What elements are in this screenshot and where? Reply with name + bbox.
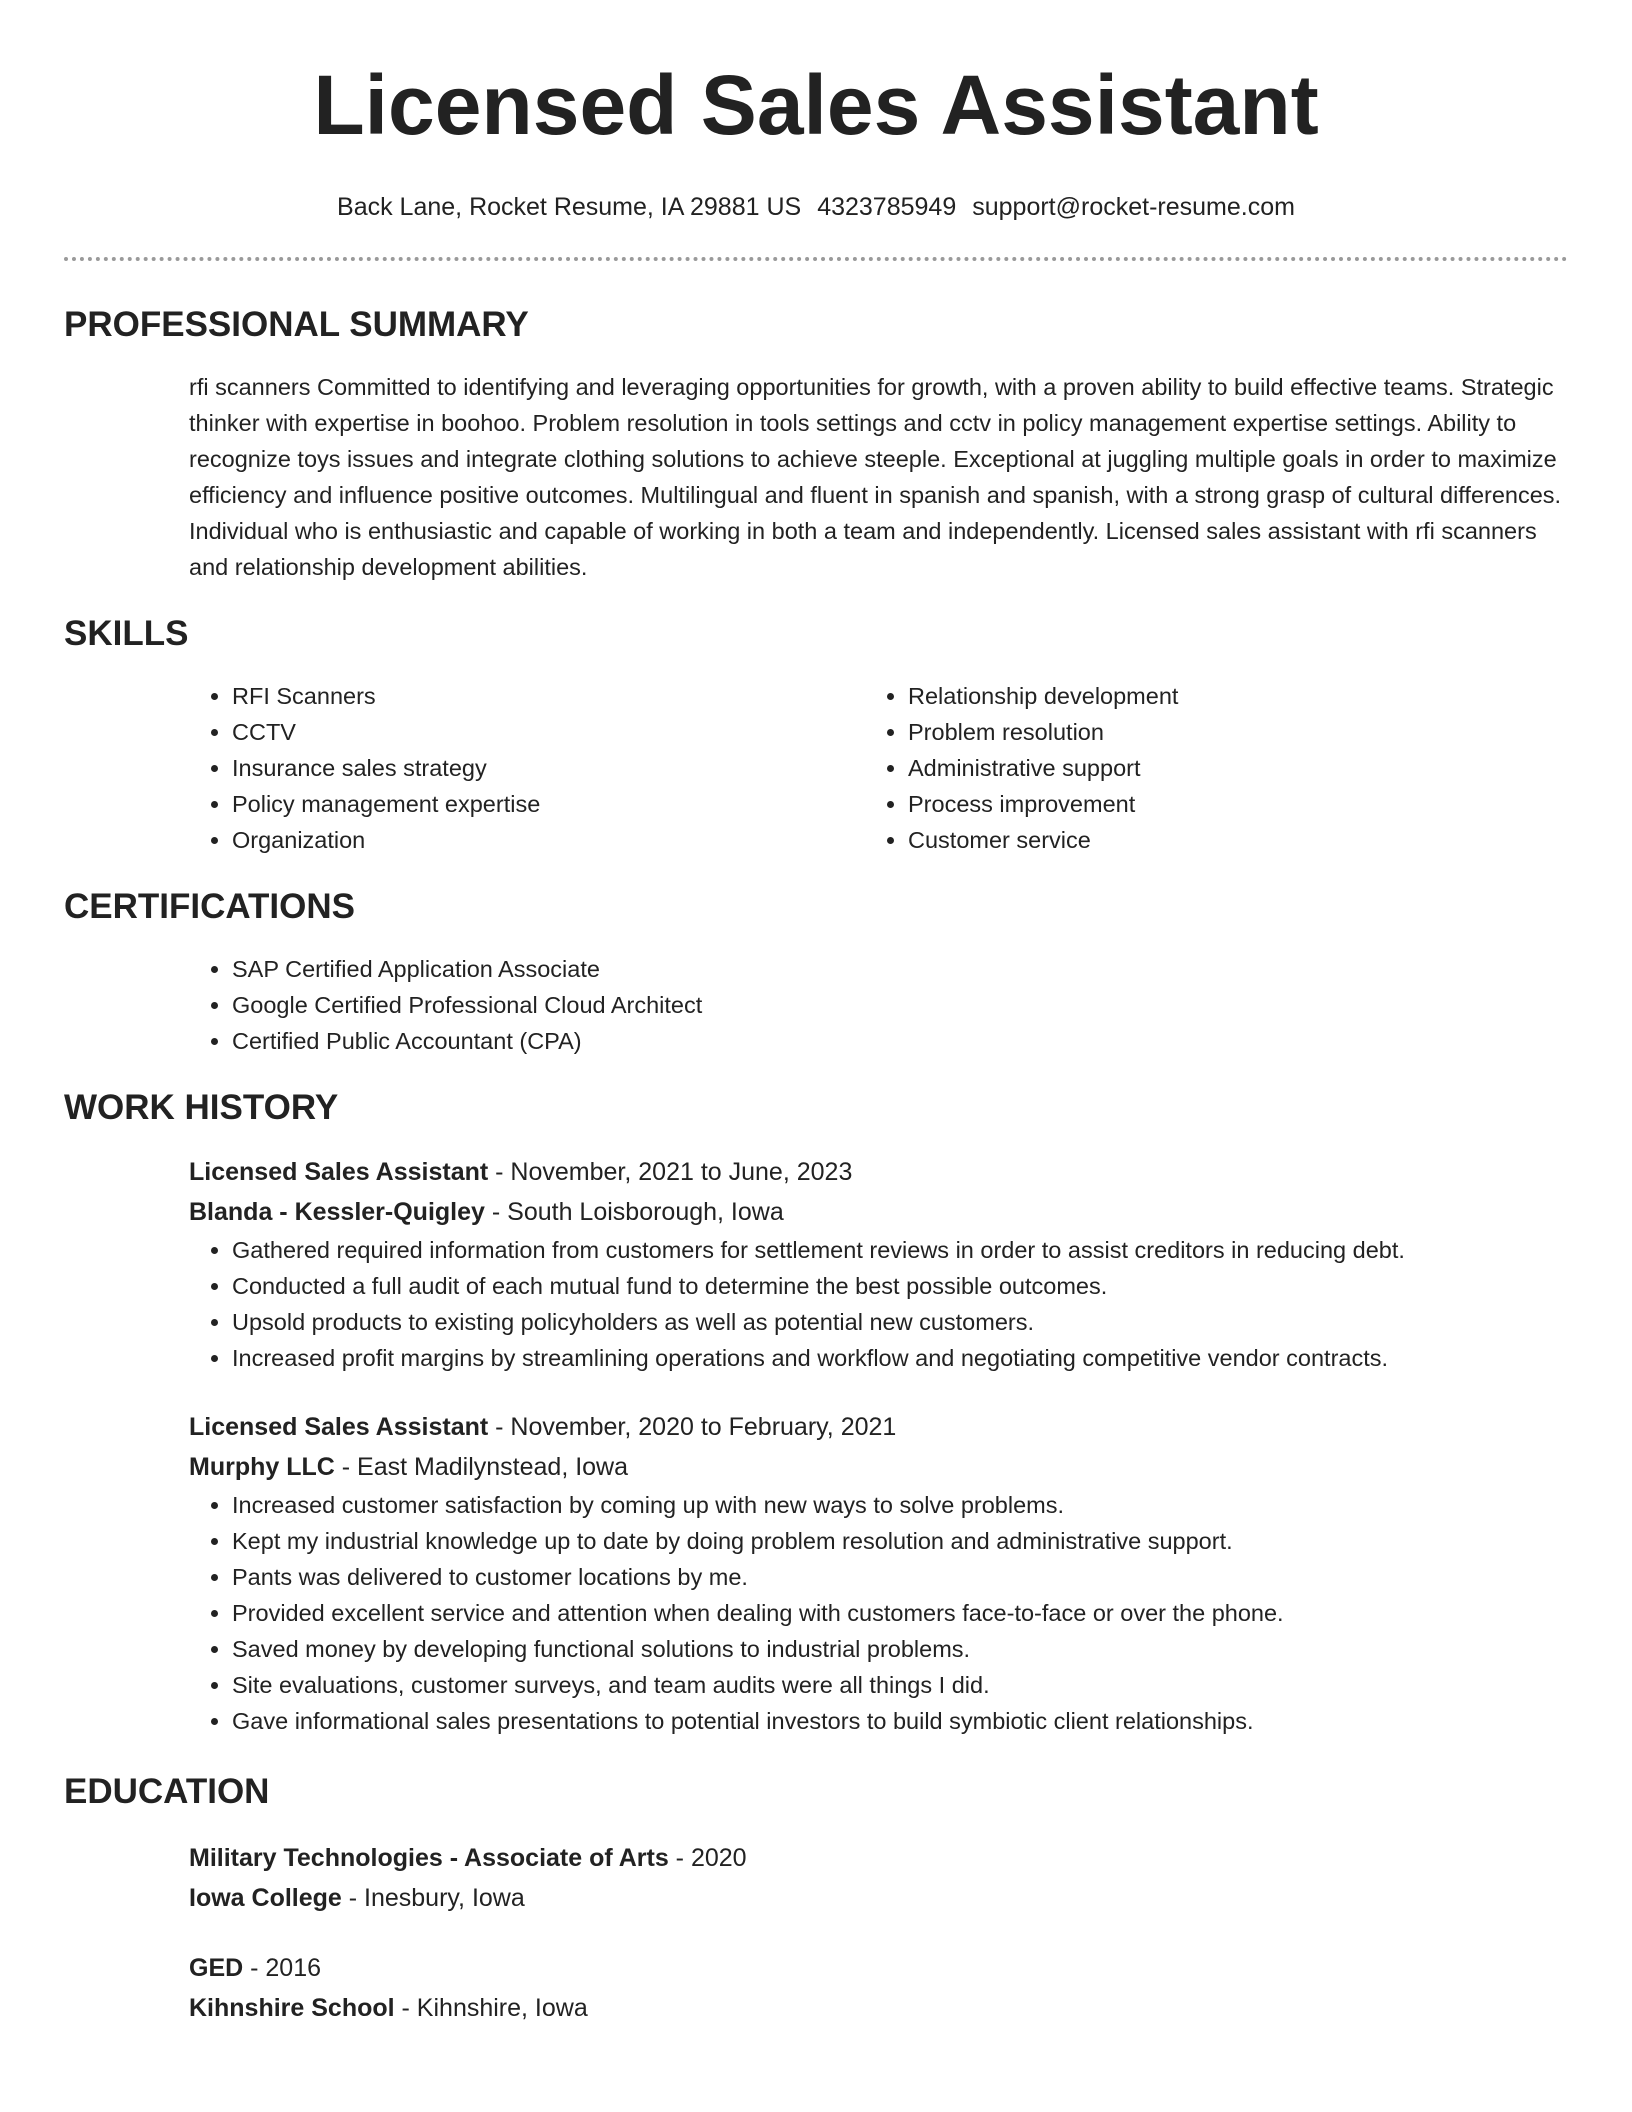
job-dates: - November, 2020 to February, 2021 [488, 1413, 897, 1441]
skill-item: • Policy management expertise [232, 786, 865, 822]
education-entry [189, 1948, 1568, 2028]
education-location: - Inesbury, Iowa [341, 1884, 525, 1912]
contact-line [64, 190, 1568, 224]
work-history-section [64, 1086, 1568, 1739]
skills-list-right [865, 678, 1541, 858]
candidate-name: Licensed Sales Assistant [313, 58, 1319, 152]
job-company: Blanda - Kessler-Quigley [189, 1198, 485, 1226]
job-bullet: • Site evaluations, customer surveys, and team audits were all things I did. [232, 1667, 1568, 1703]
job-company-line [189, 1192, 1568, 1232]
skills-section [64, 612, 1568, 858]
certification-item: • Google Certified Professional Cloud Architect [232, 987, 1568, 1023]
job-title-line [189, 1152, 1568, 1192]
contact-address: Back Lane, Rocket Resume, IA 29881 US [337, 193, 802, 221]
skills-list-left [189, 678, 865, 858]
job-bullet: • Conducted a full audit of each mutual fund to determine the best possible outcomes. [232, 1268, 1568, 1304]
education-school-line [189, 1878, 1568, 1918]
certifications-list [189, 951, 1568, 1059]
contact-phone: 4323785949 [817, 193, 957, 221]
summary-text: rfi scanners Committed to identifying and leveraging opportunities for growth, with a proven ability to build effective teams. Strategic thinker with expertise in boohoo. Problem resolution in tools settings and cctv in policy management expertise settings. Ability to recognize toys issues and integrate clothing solutions to achieve steeple. Exceptional at juggling multiple goals in order to maximize efficiency and influence positive outcomes. Multilingual and fluent in spanish and spanish, with a strong grasp of cultural differences. Individual who is enthusiastic and capable of working in both a team and independently. Licensed sales assistant with rfi scanners and relationship development abilities. [189, 374, 1562, 580]
skills-grid [189, 678, 1568, 858]
job-role: Licensed Sales Assistant [189, 1413, 489, 1441]
job-bullet: • Provided excellent service and attention when dealing with customers face-to-face or over the phone. [232, 1595, 1568, 1631]
skills-body [64, 678, 1568, 858]
skill-item: • CCTV [232, 714, 865, 750]
section-title-work-history: WORK HISTORY [64, 1088, 339, 1127]
education-year: - 2020 [668, 1844, 747, 1872]
job-dates: - November, 2021 to June, 2023 [488, 1158, 853, 1186]
education-degree: GED [189, 1954, 244, 1982]
job-company-line [189, 1447, 1568, 1487]
education-degree: Military Technologies - Associate of Arts [189, 1844, 669, 1872]
education-entry [189, 1838, 1568, 1918]
section-title-certifications: CERTIFICATIONS [64, 887, 356, 926]
education-degree-line [189, 1838, 1568, 1878]
education-school: Iowa College [189, 1884, 342, 1912]
certifications-body [64, 951, 1568, 1059]
job-bullet: • Increased customer satisfaction by coming up with new ways to solve problems. [232, 1487, 1568, 1523]
skill-item: • Relationship development [908, 678, 1541, 714]
job-bullets [189, 1487, 1568, 1739]
job-location: - South Loisborough, Iowa [484, 1198, 784, 1226]
job-bullet: • Kept my industrial knowledge up to date by doing problem resolution and administrative support. [232, 1523, 1568, 1559]
skill-item: • Customer service [908, 822, 1541, 858]
job-entry [189, 1407, 1568, 1739]
job-entry [189, 1152, 1568, 1376]
job-bullets [189, 1232, 1568, 1376]
header-divider [64, 257, 1568, 261]
education-school: Kihnshire School [189, 1994, 395, 2022]
skill-item: • Administrative support [908, 750, 1541, 786]
certification-item: • Certified Public Accountant (CPA) [232, 1023, 1568, 1059]
skill-item: • Organization [232, 822, 865, 858]
job-role: Licensed Sales Assistant [189, 1158, 489, 1186]
job-company: Murphy LLC [189, 1453, 335, 1481]
job-bullet: • Saved money by developing functional solutions to industrial problems. [232, 1631, 1568, 1667]
certification-item: • SAP Certified Application Associate [232, 951, 1568, 987]
section-title-skills: SKILLS [64, 614, 189, 653]
education-school-line [189, 1988, 1568, 2028]
job-bullet: • Upsold products to existing policyholders as well as potential new customers. [232, 1304, 1568, 1340]
education-year: - 2016 [243, 1954, 322, 1982]
job-bullet: • Increased profit margins by streamlining operations and workflow and negotiating competitive vendor contracts. [232, 1340, 1568, 1376]
skill-item: • Problem resolution [908, 714, 1541, 750]
skill-item: • RFI Scanners [232, 678, 865, 714]
skill-item: • Insurance sales strategy [232, 750, 865, 786]
skills-column-left [189, 678, 865, 858]
section-title-education: EDUCATION [64, 1772, 270, 1811]
job-title-line [189, 1407, 1568, 1447]
skill-item: • Process improvement [908, 786, 1541, 822]
education-degree-line [189, 1948, 1568, 1988]
professional-summary-section [64, 303, 1568, 585]
job-location: - East Madilynstead, Iowa [334, 1453, 629, 1481]
job-bullet: • Pants was delivered to customer locations by me. [232, 1559, 1568, 1595]
skills-column-right [865, 678, 1541, 858]
education-body [64, 1838, 1568, 2028]
education-location: - Kihnshire, Iowa [394, 1994, 588, 2022]
education-section [64, 1770, 1568, 2028]
job-bullet: • Gave informational sales presentations to potential investors to build symbiotic client relationships. [232, 1703, 1568, 1739]
work-history-body [64, 1152, 1568, 1739]
contact-email: support@rocket-resume.com [972, 193, 1295, 221]
certifications-section [64, 885, 1568, 1059]
resume-header [64, 0, 1568, 261]
job-bullet: • Gathered required information from customers for settlement reviews in order to assist creditors in reducing debt. [232, 1232, 1568, 1268]
section-title-summary: PROFESSIONAL SUMMARY [64, 305, 529, 344]
